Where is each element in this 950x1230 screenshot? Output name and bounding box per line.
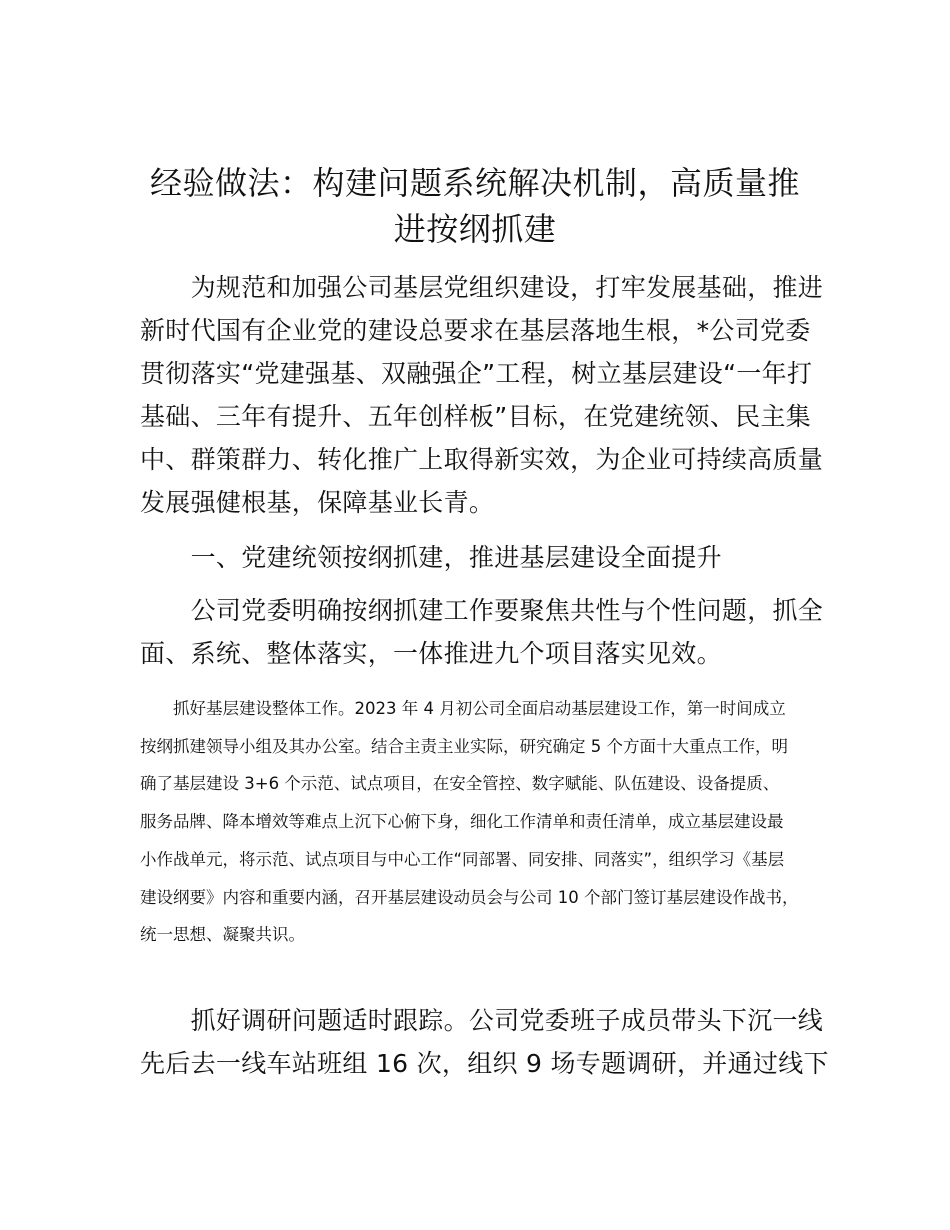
heading-line: 一、党建统领按纲抓建，推进基层建设全面提升 bbox=[140, 543, 722, 572]
document-title bbox=[120, 160, 830, 252]
paragraph-line: 统一思想、凝聚共识。 bbox=[140, 925, 305, 945]
paragraph-line: 发展强健根基，保障基业长青。 bbox=[140, 488, 495, 517]
title-line: 经验做法：构建问题系统解决机制，高质量推 bbox=[149, 164, 800, 202]
paragraph-line: 基础、三年有提升、五年创样板”目标，在党建统领、民主集 bbox=[140, 402, 812, 431]
paragraph-line: 小作战单元，将示范、试点项目与中心工作“同部署、同安排、同落实”，组织学习《基层 bbox=[140, 849, 785, 869]
paragraph-line: 按纲抓建领导小组及其办公室。结合主责主业实际，研究确定 5 个方面十大重点工作，明 bbox=[140, 736, 788, 756]
paragraph-line: 中、群策群力、转化推广上取得新实效，为企业可持续高质量 bbox=[140, 445, 824, 474]
paragraph-line: 建设纲要》内容和重要内涵，召开基层建设动员会与公司 10 个部门签订基层建设作战书， bbox=[140, 887, 799, 907]
paragraph-line: 先后去一线车站班组 16 次，组织 9 场专题调研，并通过线下 bbox=[140, 1049, 829, 1078]
paragraph-line: 服务品牌、降本增效等难点上沉下心俯下身，细化工作清单和责任清单，成立基层建设最 bbox=[140, 812, 784, 832]
section-paragraph bbox=[140, 589, 824, 675]
intro-paragraph bbox=[140, 266, 824, 524]
paragraph-line: 为规范和加强公司基层党组织建设，打牢发展基础，推进 bbox=[140, 273, 824, 302]
paragraph-line: 面、系统、整体落实，一体推进九个项目落实见效。 bbox=[140, 639, 722, 668]
item-paragraph-research-tracking bbox=[140, 999, 829, 1085]
paragraph-line: 公司党委明确按纲抓建工作要聚焦共性与个性问题，抓全 bbox=[140, 596, 824, 625]
section-heading bbox=[140, 536, 820, 579]
paragraph-line: 贯彻落实“党建强基、双融强企”工程，树立基层建设“一年打 bbox=[140, 359, 813, 388]
paragraph-line: 抓好调研问题适时跟踪。公司党委班子成员带头下沉一线 bbox=[140, 1006, 824, 1035]
paragraph-line: 抓好基层建设整体工作。2023 年 4 月初公司全面启动基层建设工作，第一时间成立 bbox=[140, 699, 786, 718]
title-line: 进按纲抓建 bbox=[393, 210, 557, 248]
paragraph-line: 新时代国有企业党的建设总要求在基层落地生根，*公司党委 bbox=[140, 316, 811, 345]
paragraph-line: 确了基层建设 3+6 个示范、试点项目，在安全管控、数字赋能、队伍建设、设备提质、 bbox=[140, 774, 780, 794]
item-paragraph-basic-construction bbox=[140, 690, 830, 954]
